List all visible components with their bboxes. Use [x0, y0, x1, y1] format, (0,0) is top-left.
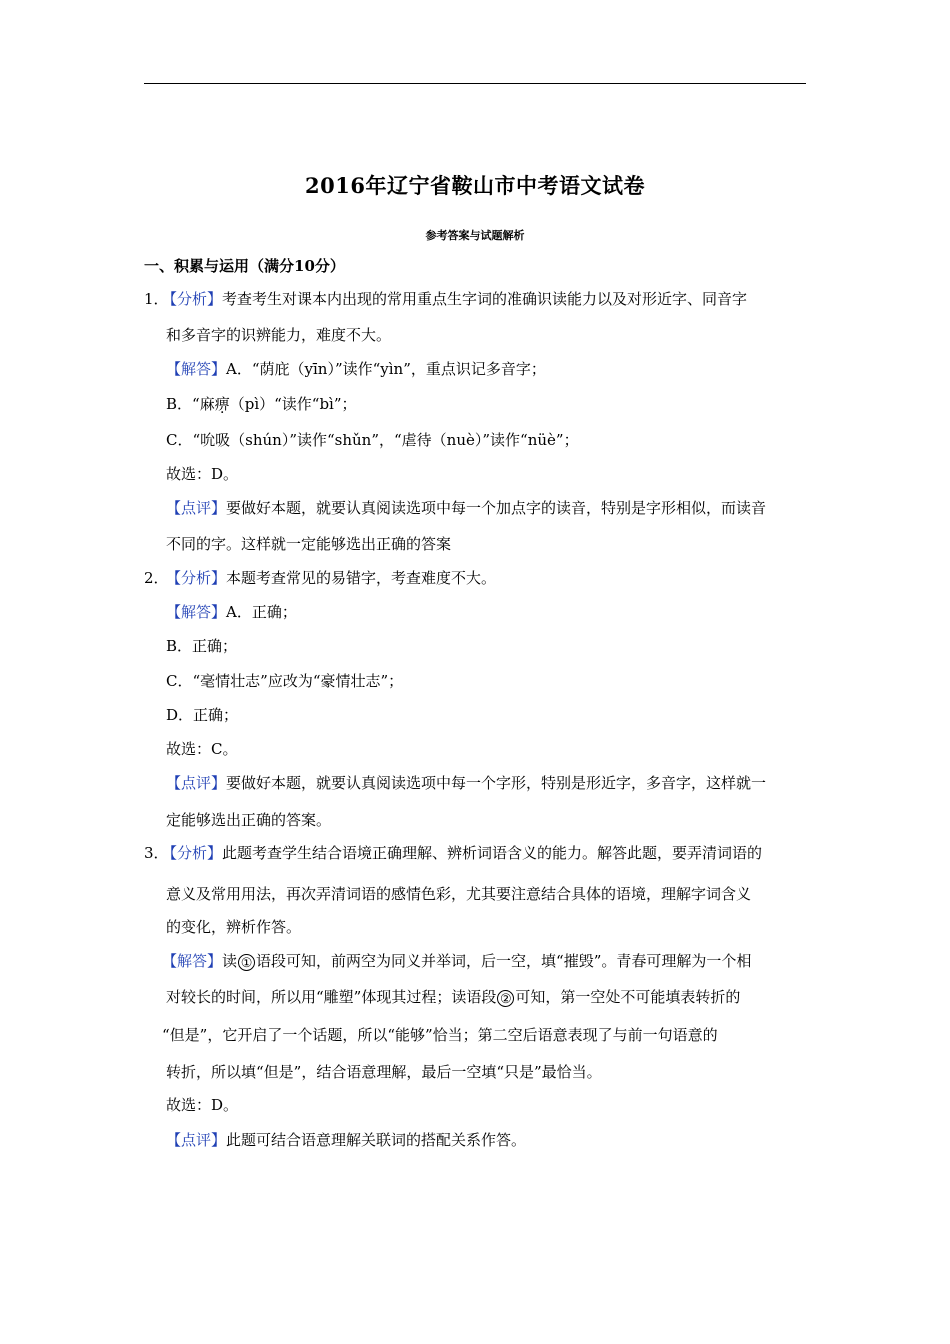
- q1-analysis-line-1: 【分析】考查考生对课本内出现的常用重点生字词的准确识读能力以及对形近字、同音字: [162, 290, 748, 308]
- q2-answer-a: 【解答】A．正确；: [166, 603, 297, 621]
- emphasis-dot-char: 痹: [214, 395, 230, 413]
- q2-comment-line-1: 【点评】要做好本题，就要认真阅读选项中每一个字形，特别是形近字，多音字，这样就一: [166, 774, 767, 792]
- q2-comment-line-2: 定能够选出正确的答案。: [166, 811, 332, 829]
- q3-choice: 故选：D。: [166, 1096, 239, 1114]
- comment-tag: 【点评】: [166, 774, 227, 792]
- q3-comment: 【点评】此题可结合语意理解关联词的搭配关系作答。: [166, 1131, 527, 1149]
- q1-number: 1．: [144, 290, 169, 308]
- q2-answer-b: B．正确；: [166, 637, 238, 655]
- q3-number: 3．: [144, 844, 169, 862]
- comment-tag: 【点评】: [166, 499, 227, 517]
- page-title: 2016年辽宁省鞍山市中考语文试卷: [305, 173, 645, 198]
- circled-number-2: ②: [497, 990, 514, 1007]
- q1-answer-a: 【解答】A．“荫庇（yīn）”读作“yìn”，重点识记多音字；: [166, 360, 546, 378]
- q3-answer-line-1: 【解答】读 ① 语段可知，前两空为同义并举词，后一空，填“摧毁”。青春可理解为一个相: [162, 952, 752, 971]
- q3-analysis-line-2: 意义及常用用法，再次弄清词语的感情色彩，尤其要注意结合具体的语境，理解字词含义: [166, 885, 752, 903]
- analysis-tag: 【分析】: [162, 290, 223, 308]
- circled-number-1: ①: [238, 954, 255, 971]
- q1-answer-b: B．“麻痹（pì）“读作“bì”；: [166, 395, 357, 413]
- q1-comment-line-2: 不同的字。这样就一定能够选出正确的答案: [166, 535, 452, 553]
- answer-tag: 【解答】: [166, 360, 227, 378]
- q2-analysis: 【分析】本题考查常见的易错字，考查难度不大。: [166, 569, 497, 587]
- page-subtitle: 参考答案与试题解析: [425, 229, 525, 242]
- q2-answer-c: C．“毫情壮志”应改为“豪情壮志”；: [166, 672, 404, 690]
- q1-analysis-line-2: 和多音字的识辨能力，难度不大。: [166, 326, 392, 344]
- section-heading: 一、积累与运用（满分10分）: [144, 257, 345, 275]
- analysis-tag: 【分析】: [166, 569, 227, 587]
- q2-number: 2．: [144, 569, 169, 587]
- q3-answer-line-2: 对较长的时间，所以用“雕塑”体现其过程；读语段 ② 可知，第一空处不可能填表转折的: [166, 988, 741, 1007]
- q3-answer-line-3: “但是”，它开启了一个话题，所以“能够”恰当；第二空后语意表现了与前一句语意的: [162, 1026, 718, 1044]
- q1-comment-line-1: 【点评】要做好本题，就要认真阅读选项中每一个加点字的读音，特别是字形相似，而读音: [166, 499, 767, 517]
- header-rule: [144, 83, 806, 84]
- q3-answer-line-4: 转折，所以填“但是”，结合语意理解，最后一空填“只是”最恰当。: [166, 1063, 602, 1081]
- q3-analysis-line-1: 【分析】此题考查学生结合语境正确理解、辨析词语含义的能力。解答此题，要弄清词语的: [162, 844, 763, 862]
- analysis-tag: 【分析】: [162, 844, 223, 862]
- answer-tag: 【解答】: [166, 603, 227, 621]
- q2-choice: 故选：C。: [166, 740, 238, 758]
- answer-tag: 【解答】: [162, 952, 223, 970]
- q1-choice: 故选：D。: [166, 465, 239, 483]
- q2-answer-d: D．正确；: [166, 706, 239, 724]
- q1-answer-c: C．“吮吸（shún）”读作“shǔn”，“虐待（nuè）”读作“nüè”；: [166, 431, 579, 449]
- q3-analysis-line-3: 的变化，辨析作答。: [166, 918, 302, 936]
- comment-tag: 【点评】: [166, 1131, 227, 1149]
